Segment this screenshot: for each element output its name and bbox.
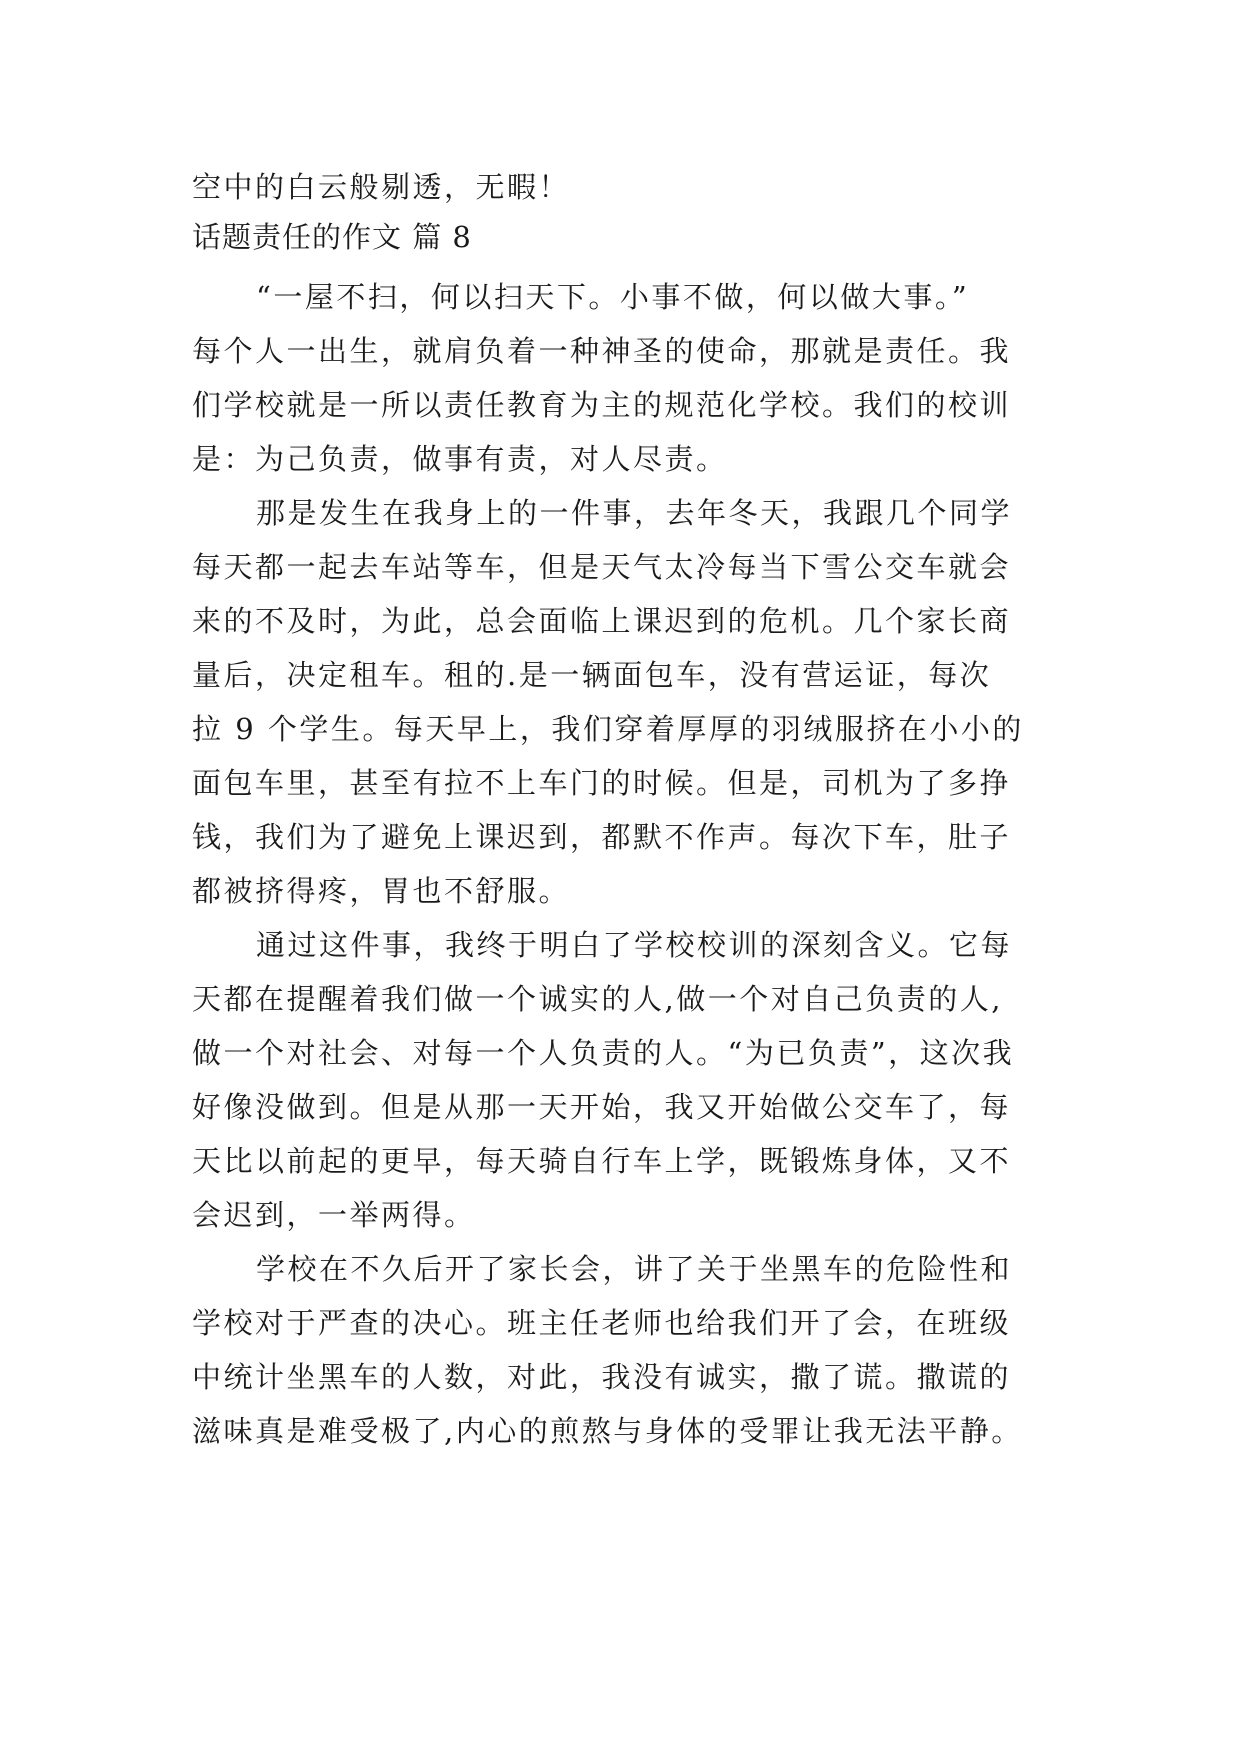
paragraph-line: 每天都一起去车站等车，但是天气太冷每当下雪公交车就会 bbox=[192, 550, 1012, 584]
lead-line: 空中的白云般剔透，无暇！ bbox=[192, 170, 571, 204]
paragraph-line: 钱，我们为了避免上课迟到，都默不作声。每次下车，肚子 bbox=[192, 820, 1012, 854]
paragraph-line: 是：为己负责，做事有责，对人尽责。 bbox=[192, 442, 728, 476]
paragraph-line: 都被挤得疼，胃也不舒服。 bbox=[192, 874, 571, 908]
paragraph-line: 来的不及时，为此，总会面临上课迟到的危机。几个家长商 bbox=[192, 604, 1012, 638]
paragraph-line: 们学校就是一所以责任教育为主的规范化学校。我们的校训 bbox=[192, 388, 1012, 422]
paragraph-1 bbox=[192, 270, 1052, 486]
paragraph-line: 通过这件事，我终于明白了学校校训的深刻含义。它每 bbox=[256, 928, 1013, 962]
paragraph-line: 学校在不久后开了家长会，讲了关于坐黑车的危险性和 bbox=[256, 1252, 1013, 1286]
paragraph-line: 做一个对社会、对每一个人负责的人。“为已负责”，这次我 bbox=[192, 1036, 1015, 1070]
paragraph-line: 会迟到，一举两得。 bbox=[192, 1198, 476, 1232]
paragraph-line: 那是发生在我身上的一件事，去年冬天，我跟几个同学 bbox=[256, 496, 1013, 530]
paragraph-line: 天都在提醒着我们做一个诚实的人,做一个对自己负责的人, bbox=[192, 982, 1003, 1016]
paragraph-line: 中统计坐黑车的人数，对此，我没有诚实，撒了谎。撒谎的 bbox=[192, 1360, 1012, 1394]
paragraph-2 bbox=[192, 486, 1052, 918]
paragraph-line: 滋味真是难受极了,内心的煎熬与身体的受罪让我无法平静。 bbox=[192, 1414, 1023, 1448]
paragraph-line: 每个人一出生，就肩负着一种神圣的使命，那就是责任。我 bbox=[192, 334, 1012, 368]
paragraph-line: “一屋不扫，何以扫天下。小事不做，何以做大事。” bbox=[256, 280, 970, 314]
paragraph-line: 好像没做到。但是从那一天开始，我又开始做公交车了，每 bbox=[192, 1090, 1012, 1124]
paragraph-line: 面包车里，甚至有拉不上车门的时候。但是，司机为了多挣 bbox=[192, 766, 1012, 800]
paragraph-4 bbox=[192, 1242, 1052, 1458]
document-body bbox=[192, 160, 1052, 1458]
paragraph-3 bbox=[192, 918, 1052, 1242]
paragraph-line: 拉 9 个学生。每天早上，我们穿着厚厚的羽绒服挤在小小的 bbox=[192, 712, 1024, 746]
paragraph-line: 量后，决定租车。租的.是一辆面包车，没有营运证，每次 bbox=[192, 658, 992, 692]
paragraph-line: 学校对于严查的决心。班主任老师也给我们开了会，在班级 bbox=[192, 1306, 1012, 1340]
essay-title: 话题责任的作文 篇 8 bbox=[192, 220, 472, 254]
paragraph-line: 天比以前起的更早，每天骑自行车上学，既锻炼身体，又不 bbox=[192, 1144, 1012, 1178]
